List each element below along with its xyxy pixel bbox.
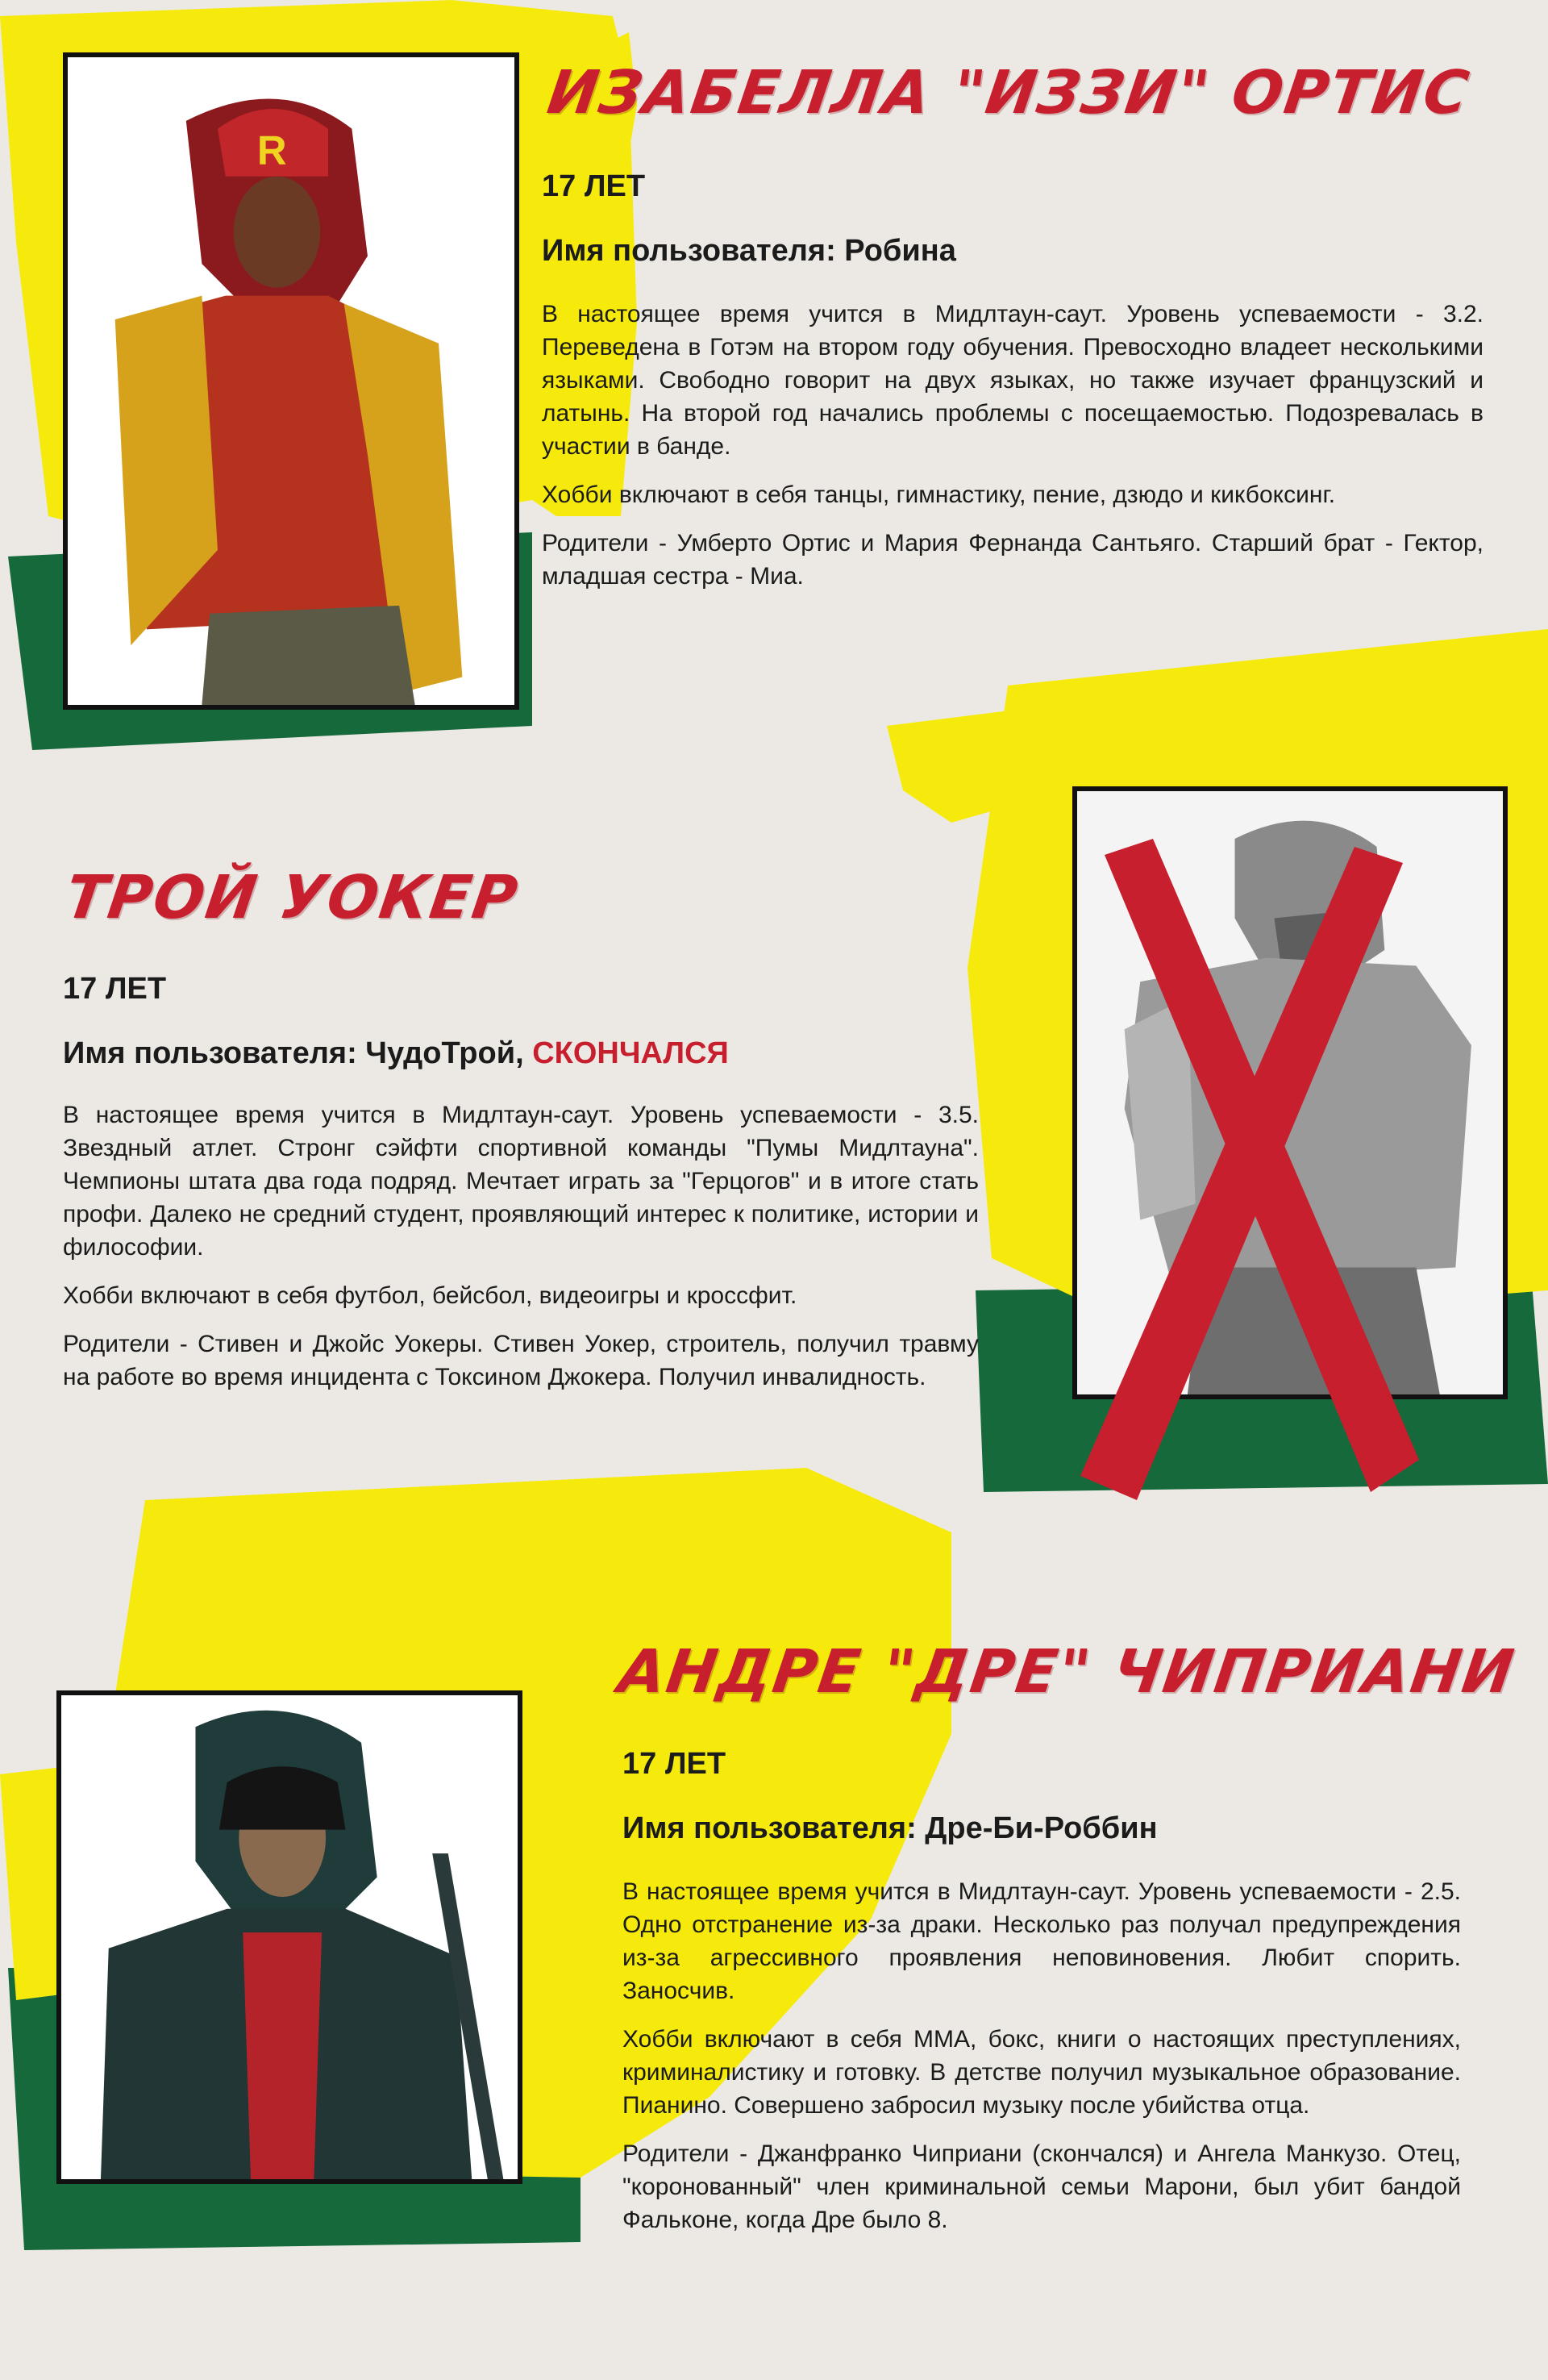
- svg-text:R: R: [256, 127, 287, 174]
- character-bio: [622, 1875, 1461, 2252]
- character-bio: [542, 298, 1484, 608]
- bio-paragraph: Хобби включают в себя танцы, гимнастику, пение, дзюдо и кикбоксинг.: [542, 481, 1336, 508]
- bio-paragraph: В настоящее время учится в Мидлтаун-саут. Уровень успеваемости - 2.5. Одно отстранение из-за драки. Несколько раз получал предупреждения из-за агрессивного проявления неповиновения. Любит спорить. Заносчив.: [622, 1878, 1461, 2004]
- bio-paragraph: Хобби включают в себя ММА, бокс, книги о настоящих преступлениях, криминалистику и готовку. В детстве получил музыкальное образование. Пианино. Совершено забросил музыку после убийства отца.: [622, 2026, 1461, 2119]
- character-age: 17 ЛЕТ: [542, 169, 646, 203]
- username-label: Имя пользователя:: [63, 1036, 366, 1070]
- bio-paragraph: В настоящее время учится в Мидлтаун-саут. Уровень успеваемости - 3.5. Звездный атлет. Стронг сэйфти спортивной команды "Пумы Мидлтауна". Чемпионы штата два года подряд. Мечтает играть за "Герцогов" и в итоге стать профи. Далеко не средний студент, проявляющий интерес к политике, истории и философии.: [63, 1102, 979, 1261]
- character-username: [542, 234, 956, 269]
- character-age: 17 ЛЕТ: [63, 972, 167, 1006]
- character-portrait: [63, 52, 519, 710]
- character-username: [63, 1036, 729, 1071]
- character-portrait: [56, 1690, 522, 2184]
- character-name: ТРОЙ УОКЕР: [60, 863, 523, 932]
- bio-paragraph: Хобби включают в себя футбол, бейсбол, видеоигры и кроссфит.: [63, 1282, 797, 1309]
- character-bio: [63, 1098, 979, 1409]
- character-age: 17 ЛЕТ: [622, 1747, 726, 1781]
- username-label: Имя пользователя:: [622, 1811, 926, 1845]
- username-value: ЧудоТрой,: [365, 1036, 533, 1070]
- bio-paragraph: Родители - Стивен и Джойс Уокеры. Стивен Уокер, строитель, получил травму на работе во время инцидента с Токсином Джокера. Получил инвалидность.: [63, 1331, 979, 1390]
- username-label: Имя пользователя:: [542, 234, 845, 268]
- username-value: Робина: [844, 234, 956, 268]
- bio-paragraph: Родители - Джанфранко Чиприани (скончался) и Ангела Манкузо. Отец, "коронованный" член криминальной семьи Марони, был убит бандой Фальконе, когда Дре было 8.: [622, 2140, 1461, 2233]
- username-value: Дре-Би-Роббин: [925, 1811, 1158, 1845]
- character-username: [622, 1811, 1158, 1846]
- bio-paragraph: В настоящее время учится в Мидлтаун-саут. Уровень успеваемости - 3.2. Переведена в Готэм на втором году обучения. Превосходно владеет несколькими языками. Свободно говорит на двух языках, но также изучает французский и латынь. На второй год начались проблемы с посещаемостью. Подозревалась в участии в банде.: [542, 301, 1484, 460]
- character-name: АНДРЕ "ДРЕ" ЧИПРИАНИ: [614, 1637, 1520, 1707]
- red-x-mark: [1016, 823, 1467, 1508]
- deceased-status: СКОНЧАЛСЯ: [532, 1036, 729, 1070]
- character-name: ИЗАБЕЛЛА "ИЗЗИ" ОРТИС: [543, 58, 1475, 127]
- bio-paragraph: Родители - Умберто Ортис и Мария Фернанда Сантьяго. Старший брат - Гектор, младшая сестра - Миа.: [542, 530, 1484, 590]
